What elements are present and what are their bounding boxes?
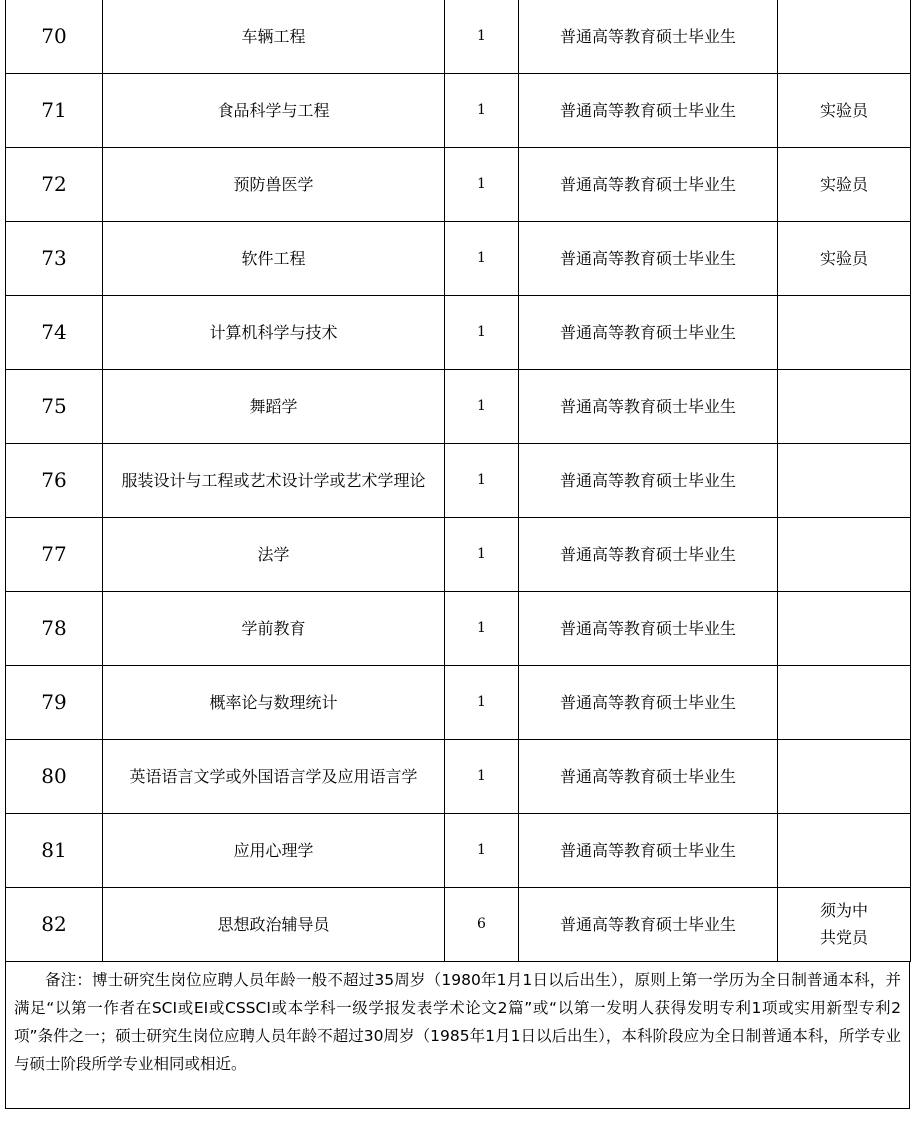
education-cell: 普通高等教育硕士毕业生 [519, 739, 778, 813]
major-cell: 舞蹈学 [103, 369, 445, 443]
recruitment-document [5, 0, 910, 1109]
table-row [6, 813, 911, 887]
headcount-cell: 1 [445, 295, 519, 369]
headcount-cell: 1 [445, 739, 519, 813]
headcount-cell: 1 [445, 221, 519, 295]
education-cell: 普通高等教育硕士毕业生 [519, 443, 778, 517]
education-cell: 普通高等教育硕士毕业生 [519, 813, 778, 887]
table-row [6, 887, 911, 961]
position-number-cell: 72 [6, 147, 103, 221]
education-cell: 普通高等教育硕士毕业生 [519, 221, 778, 295]
remark-cell: 实验员 [778, 147, 911, 221]
position-number-cell: 80 [6, 739, 103, 813]
remark-line: 须为中 [819, 901, 868, 920]
table-row [6, 147, 911, 221]
major-cell: 概率论与数理统计 [103, 665, 445, 739]
education-cell: 普通高等教育硕士毕业生 [519, 369, 778, 443]
headcount-cell: 1 [445, 517, 519, 591]
headcount-cell: 1 [445, 665, 519, 739]
table-row [6, 369, 911, 443]
headcount-cell: 1 [445, 73, 519, 147]
major-cell: 预防兽医学 [103, 147, 445, 221]
education-cell: 普通高等教育硕士毕业生 [519, 147, 778, 221]
education-cell: 普通高等教育硕士毕业生 [519, 73, 778, 147]
remark-cell [778, 591, 911, 665]
education-cell: 普通高等教育硕士毕业生 [519, 517, 778, 591]
remark-cell [778, 0, 911, 73]
remark-cell [778, 517, 911, 591]
major-cell: 应用心理学 [103, 813, 445, 887]
education-cell: 普通高等教育硕士毕业生 [519, 591, 778, 665]
remark-cell [778, 739, 911, 813]
table-row [6, 517, 911, 591]
positions-table-body [6, 0, 911, 961]
education-cell: 普通高等教育硕士毕业生 [519, 887, 778, 961]
table-row [6, 591, 911, 665]
position-number-cell: 79 [6, 665, 103, 739]
position-number-cell: 76 [6, 443, 103, 517]
headcount-cell: 1 [445, 0, 519, 73]
table-row [6, 0, 911, 73]
position-number-cell: 75 [6, 369, 103, 443]
table-row [6, 443, 911, 517]
major-cell: 思想政治辅导员 [103, 887, 445, 961]
position-number-cell: 74 [6, 295, 103, 369]
remark-cell: 实验员 [778, 221, 911, 295]
table-row [6, 739, 911, 813]
headcount-cell: 1 [445, 591, 519, 665]
remarks-note [5, 962, 910, 1109]
remark-line: 共党员 [819, 928, 868, 947]
remark-cell [778, 295, 911, 369]
headcount-cell: 1 [445, 443, 519, 517]
major-cell: 软件工程 [103, 221, 445, 295]
major-cell: 法学 [103, 517, 445, 591]
positions-table [5, 0, 911, 962]
position-number-cell: 77 [6, 517, 103, 591]
major-cell: 车辆工程 [103, 0, 445, 73]
remark-cell [778, 369, 911, 443]
position-number-cell: 78 [6, 591, 103, 665]
position-number-cell: 73 [6, 221, 103, 295]
table-row [6, 665, 911, 739]
headcount-cell: 1 [445, 147, 519, 221]
major-cell: 英语语言文学或外国语言学及应用语言学 [103, 739, 445, 813]
headcount-cell: 1 [445, 813, 519, 887]
position-number-cell: 81 [6, 813, 103, 887]
position-number-cell: 82 [6, 887, 103, 961]
major-cell: 计算机科学与技术 [103, 295, 445, 369]
remarks-note-text: 备注：博士研究生岗位应聘人员年龄一般不超过35周岁（1980年1月1日以后出生），原则上第一学历为全日制普通本科，并满足“以第一作者在SCI或EI或CSSCI或本学科一级学报发表学术论文2篇”或“以第一发明人获得发明专利1项或实用新型专利2项”条件之一；硕士研究生岗位应聘人员年龄不超过30周岁（1985年1月1日以后出生），本科阶段应为全日制普通本科，所学专业与硕士阶段所学专业相同或相近。 [14, 970, 901, 1073]
major-cell: 学前教育 [103, 591, 445, 665]
education-cell: 普通高等教育硕士毕业生 [519, 295, 778, 369]
major-cell: 食品科学与工程 [103, 73, 445, 147]
table-row [6, 221, 911, 295]
remark-cell [778, 887, 911, 961]
major-cell: 服装设计与工程或艺术设计学或艺术学理论 [103, 443, 445, 517]
remark-cell [778, 665, 911, 739]
remark-cell [778, 443, 911, 517]
position-number-cell: 70 [6, 0, 103, 73]
headcount-cell: 6 [445, 887, 519, 961]
position-number-cell: 71 [6, 73, 103, 147]
remark-cell [778, 813, 911, 887]
education-cell: 普通高等教育硕士毕业生 [519, 0, 778, 73]
table-row [6, 295, 911, 369]
education-cell: 普通高等教育硕士毕业生 [519, 665, 778, 739]
table-row [6, 73, 911, 147]
remark-cell: 实验员 [778, 73, 911, 147]
headcount-cell: 1 [445, 369, 519, 443]
